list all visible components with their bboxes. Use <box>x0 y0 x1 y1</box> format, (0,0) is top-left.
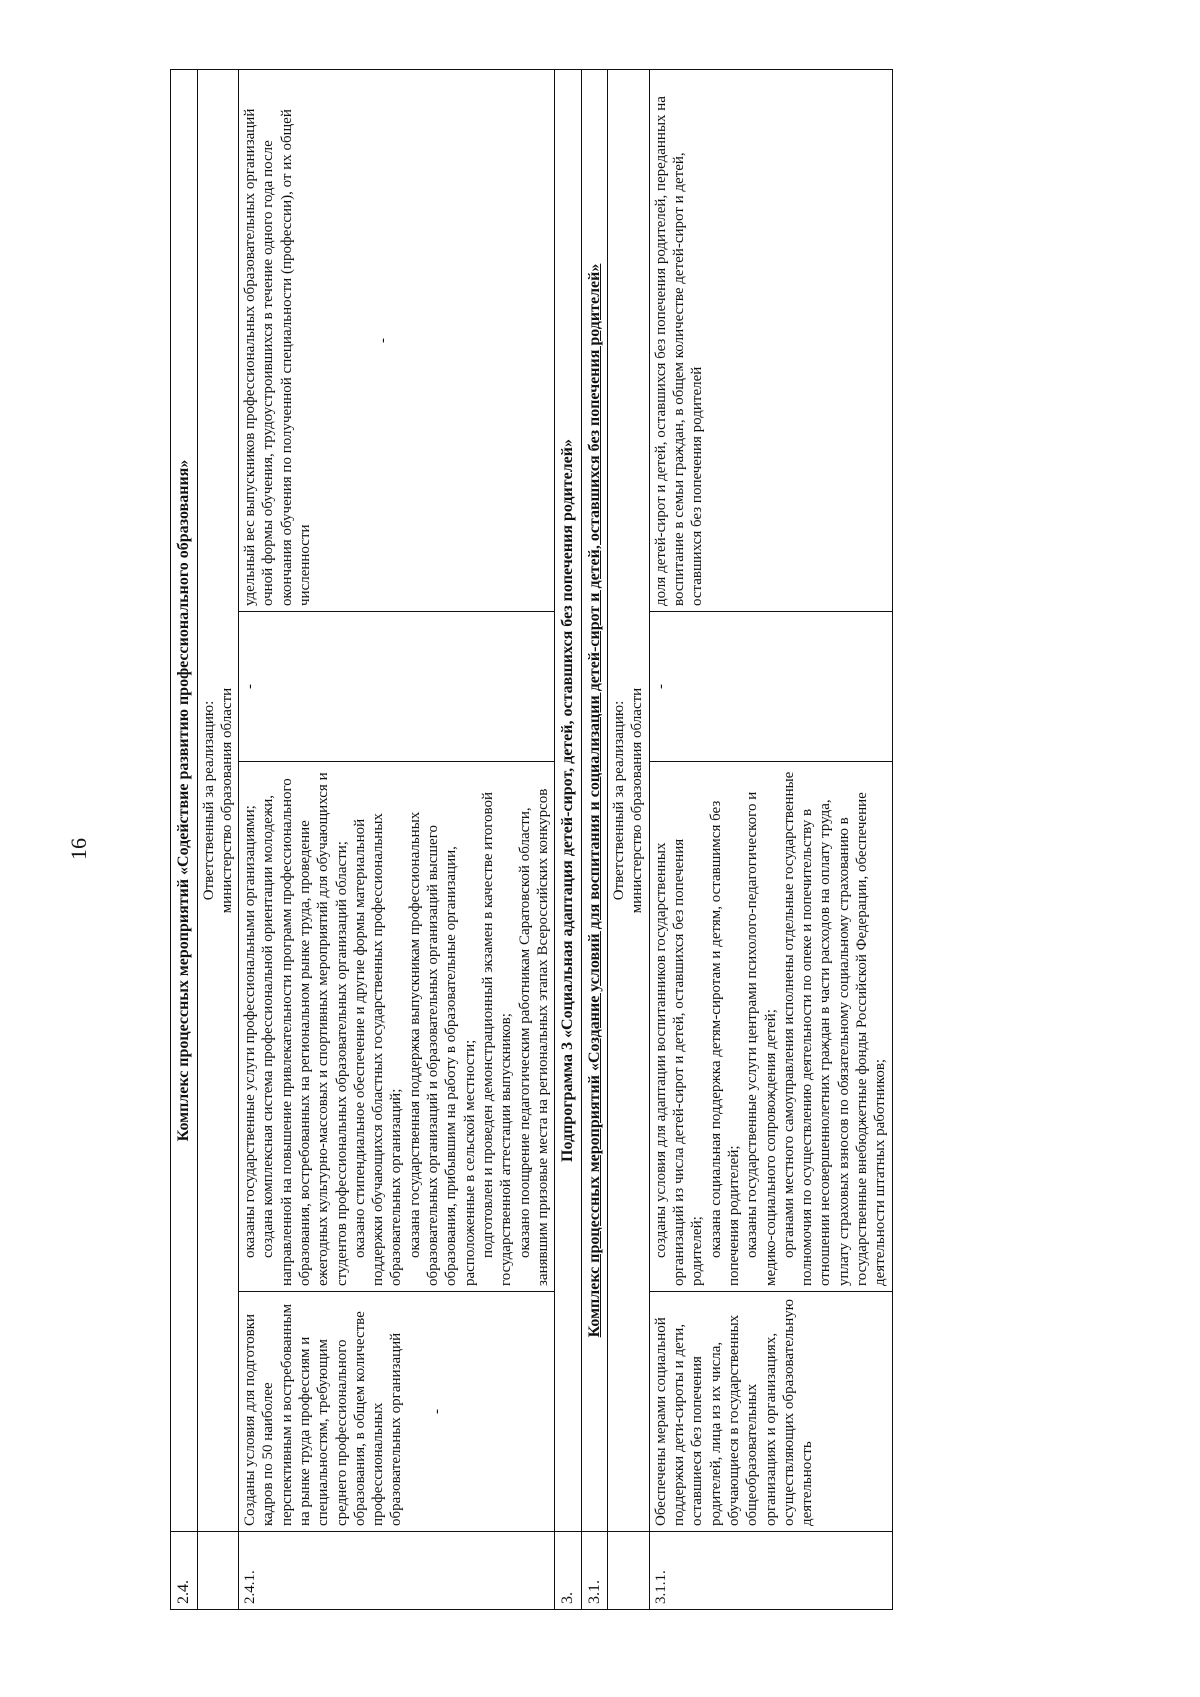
empty-cell <box>608 1532 650 1610</box>
table-row-2-4-1 <box>239 69 555 1609</box>
effect-item: оказано стипендиальное обеспечение и другие формы материальной поддержки обучающихся областных государственных профессиональных образовательных организаций; <box>351 813 405 1286</box>
effect-item: подготовлен и проведен демонстрационный экзамен в качестве итоговой государственной аттестации выпускников; <box>479 792 515 1286</box>
task-dash: - <box>428 1409 445 1414</box>
row-number: 3.1. <box>581 1532 608 1610</box>
table-row-3-1-1 <box>649 69 892 1609</box>
section-title: Комплекс процессных мероприятий «Содействие развитию профессионального образования» <box>171 69 198 1531</box>
effect-item: оказаны государственные услуги профессиональными организациями; <box>242 805 259 1258</box>
section-title: Подпрограмма 3 «Социальная адаптация детей-сирот, детей, оставшихся без попечения родителей» <box>555 69 582 1531</box>
responsible-value: министерство образования области <box>629 687 646 914</box>
effects-cell <box>239 762 555 1292</box>
effect-item: оказана государственная поддержка выпускникам профессиональных образовательных организаций и образовательных организаций высшего образования, прибывшим на работу в образовательные организации, расположенные в сельской местности; <box>406 811 478 1286</box>
indicator-text: удельный вес выпускников профессиональных образовательных организаций очной формы обучения, трудоустроившихся в течение одного года после окончания обучения по полученной специальности (профессии), от их общей численности <box>242 108 313 606</box>
responsible-label: Ответственный за реализацию: <box>611 700 628 901</box>
section-row-3-1 <box>581 69 608 1609</box>
page-number: 16 <box>66 838 91 860</box>
responsible-cell <box>608 69 650 1531</box>
effect-item: оказано поощрение педагогическим работникам Саратовской области, занявшим призовые места на региональных этапах Всероссийских конкурсов <box>516 788 551 1286</box>
section-title: Комплекс процессных мероприятий «Создание условий для воспитания и социализации детей-сирот и детей, оставшихся без попечения родителей» <box>581 69 608 1531</box>
responsible-row-3-1 <box>608 69 650 1609</box>
rotated-table-container <box>170 70 1170 1610</box>
measures-table <box>170 69 893 1610</box>
indicator-dash: - <box>375 338 392 343</box>
responsible-cell <box>197 69 239 1531</box>
effects-cell <box>649 762 892 1292</box>
row-number: 2.4. <box>171 1532 198 1610</box>
responsible-row-2-4 <box>197 69 239 1609</box>
effect-item: оказаны государственные услуги центрами психолого-педагогического и медико-социального сопровождения детей; <box>744 791 779 1286</box>
row-number: 2.4.1. <box>239 1532 555 1610</box>
task-cell: Обеспечены мерами социальной поддержки дети-сироты и дети, оставшиеся без попечения родителей, лица из их числа, обучающиеся в государственных общеобразовательных организациях и организациях, осуществляющих образовательную деятельность <box>649 1292 892 1532</box>
responsible-label: Ответственный за реализацию: <box>200 700 217 901</box>
task-text: Созданы условия для подготовки кадров по 50 наиболее перспективным и востребованным на рынке труда профессиям и специальностям, требующим среднего профессионального образования, в общем количестве профессиональных образовательных организаций <box>242 1303 405 1526</box>
section-row-3 <box>555 69 582 1609</box>
indicator-cell <box>239 69 555 611</box>
link-cell: - <box>239 612 555 762</box>
empty-cell <box>197 1532 239 1610</box>
task-cell <box>239 1292 555 1532</box>
responsible-value: министерство образования области <box>218 687 235 914</box>
row-number: 3. <box>555 1532 582 1610</box>
effect-item: создана комплексная система профессиональной ориентации молодежи, направленной на повышение привлекательности программ профессионального образования, востребованных на региональном рынке труда, проведение ежегодных культурно-массовых и спортивных мероприятий для обучающихся и студентов профессиональных образовательных организаций области; <box>260 772 350 1286</box>
effect-item: оказана социальная поддержка детям-сиротам и детям, оставшимся без попечения родителей; <box>707 800 742 1286</box>
effect-item: созданы условия для адаптации воспитанников государственных организаций из числа детей-сирот и детей, оставшихся без попечения родителей; <box>652 838 706 1286</box>
effect-item: органами местного самоуправления исполнены отдельные государственные полномочия по осуществлению деятельности по опеке и попечительству в отношении несовершеннолетних граждан в части расходов на оплату труда, уплату страховых взносов по обязательному социальному страхованию в государственные внебюджетные фонды Российской Федерации, обеспечение деятельности штатных работников; <box>780 771 889 1286</box>
section-row-2-4 <box>171 69 198 1609</box>
row-number: 3.1.1. <box>649 1532 892 1610</box>
link-cell: - <box>649 612 892 762</box>
indicator-cell: доля детей-сирот и детей, оставшихся без попечения родителей, переданных на воспитание в семьи граждан, в общем количестве детей-сирот и детей, оставшихся без попечения родителей <box>649 69 892 611</box>
